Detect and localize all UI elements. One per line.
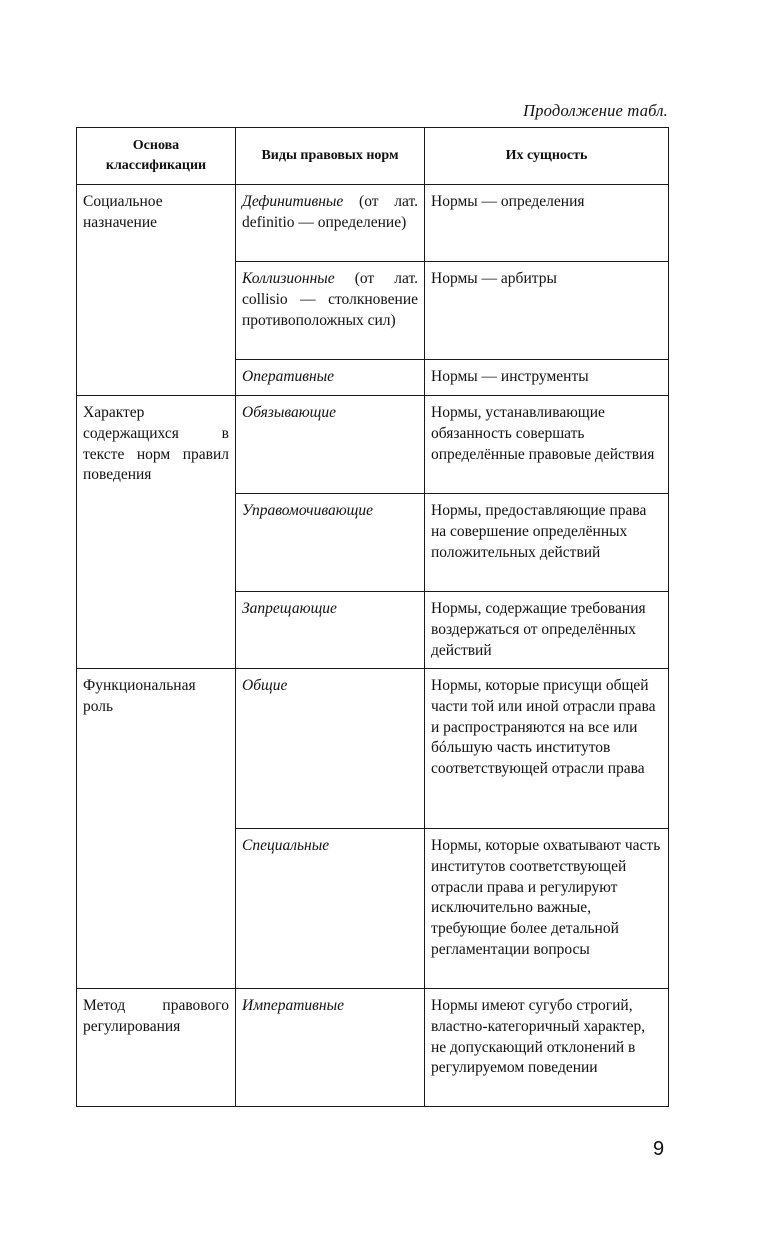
essence-cell: Нормы, устанавливающие обязанность совершать определённые правовые действия [425, 396, 669, 494]
essence-cell: Нормы — инструменты [425, 360, 669, 396]
kind-note: (от лат. collisio — столкновение противоположных сил) [242, 270, 418, 329]
table-header-row [77, 128, 669, 185]
kind-cell [236, 669, 425, 829]
table-continuation-caption: Продолжение табл. [523, 101, 668, 120]
essence-cell: Нормы имеют сугубо строгий, властно-категоричный характер, не допускающий отклонений в регулируемом поведении [425, 989, 669, 1107]
table-row [77, 185, 669, 262]
table-row [77, 396, 669, 494]
header-kinds: Виды правовых норм [236, 128, 425, 185]
essence-cell: Нормы, содержащие требования воздержаться от определённых действий [425, 592, 669, 669]
kind-cell [236, 396, 425, 494]
header-essence: Их сущность [425, 128, 669, 185]
kind-cell [236, 262, 425, 360]
essence-cell: Нормы, которые присущи общей части той или иной отрасли права и распространяются на все или бóльшую часть институтов соответствующей отрасли права [425, 669, 669, 829]
essence-cell: Нормы, предоставляющие права на совершение определённых положительных действий [425, 494, 669, 592]
table-row [77, 669, 669, 829]
kind-name: Обязывающие [242, 404, 336, 421]
essence-cell: Нормы — арбитры [425, 262, 669, 360]
kind-cell [236, 829, 425, 989]
kind-name: Управомочивающие [242, 502, 373, 519]
basis-cell: Метод правового регулирования [77, 989, 236, 1107]
kind-note: (от лат. definitio — определение) [242, 193, 418, 231]
kind-name: Оперативные [242, 368, 335, 385]
page-number: 9 [653, 1138, 665, 1160]
kind-name: Коллизионные [242, 270, 335, 287]
kind-name: Запрещающие [242, 600, 337, 617]
basis-cell: Характер содержащихся в тексте норм правил поведения [77, 396, 236, 669]
kind-name: Дефинитивные [242, 193, 344, 210]
kind-cell [236, 592, 425, 669]
header-basis: Основа классификации [77, 128, 236, 185]
kind-cell [236, 989, 425, 1107]
kind-name: Императивные [242, 997, 344, 1014]
essence-cell: Нормы — определения [425, 185, 669, 262]
kind-name: Общие [242, 677, 288, 694]
essence-cell: Нормы, которые охватывают часть институтов соответствующей отрасли права и регулируют исключительно важные, требующие более детальной регламентации вопросы [425, 829, 669, 989]
basis-cell: Функциональная роль [77, 669, 236, 989]
kind-name: Специальные [242, 837, 330, 854]
kind-cell [236, 494, 425, 592]
basis-cell: Социальное назначение [77, 185, 236, 396]
table-row [77, 989, 669, 1107]
legal-norms-table [76, 127, 669, 1107]
kind-cell [236, 185, 425, 262]
kind-cell [236, 360, 425, 396]
